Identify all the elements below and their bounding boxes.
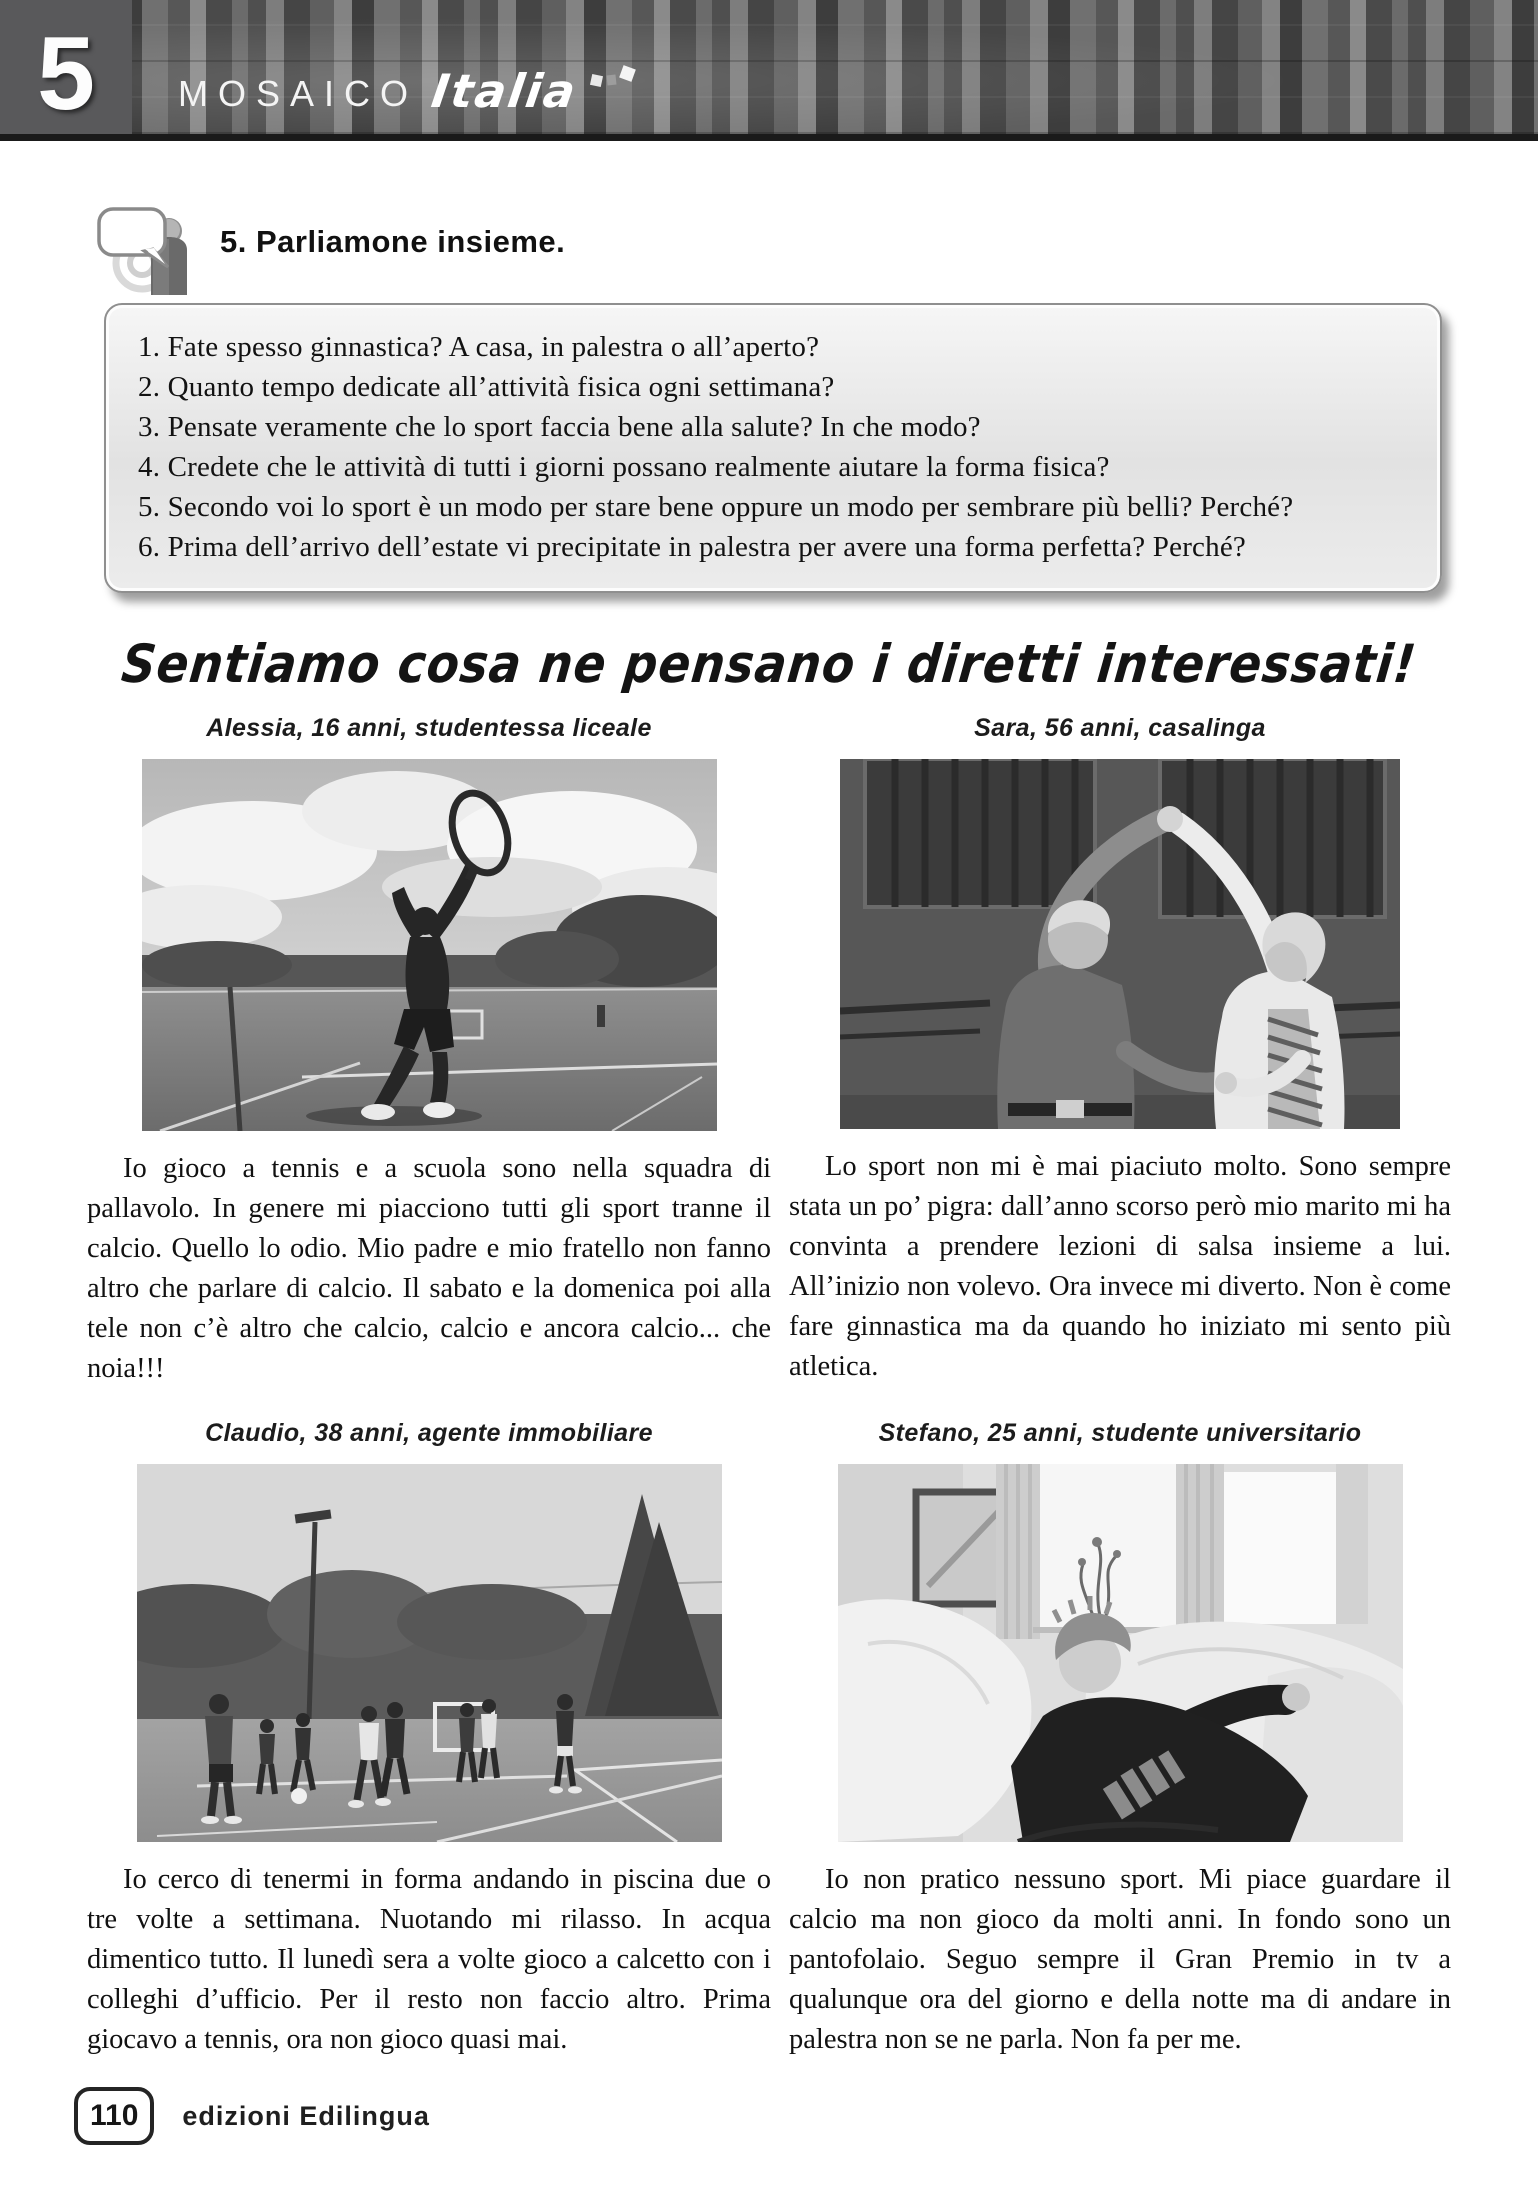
- profile-claudio: [87, 1419, 771, 2060]
- profile-alessia: [87, 714, 771, 1389]
- profiles-grid: [87, 714, 1451, 2060]
- page-number: 110: [74, 2087, 154, 2145]
- mosaic-tiles-icon: [591, 75, 634, 112]
- profile-caption: Sara, 56 anni, casalinga: [974, 714, 1266, 742]
- questions-box: [104, 303, 1442, 593]
- brand-italia-text: Italia: [428, 63, 581, 118]
- profile-text: Io cerco di tenermi in forma andando in piscina due o tre volte a settimana. Nuotando mi rilasso. In acqua dimentico tutto. Il lunedì sera a volte gioco a calcetto con i colleghi d’ufficio. Per il resto non faccio altro. Prima giocavo a tennis, ora non gioco quasi mai.: [87, 1864, 771, 2055]
- profile-stefano: [789, 1419, 1451, 2060]
- question-item: 6. Prima dell’arrivo dell’estate vi precipitate in palestra per avere una forma perfetta? Perché?: [138, 531, 1246, 563]
- question-item: 1. Fate spesso ginnastica? A casa, in palestra o all’aperto?: [138, 331, 820, 363]
- profile-sara: [789, 714, 1451, 1389]
- profile-caption: Stefano, 25 anni, studente universitario: [878, 1419, 1362, 1447]
- tennis-photo-illustration: [142, 759, 717, 1131]
- page-footer: [74, 2087, 430, 2145]
- question-item: 3. Pensate veramente che lo sport faccia bene alla salute? In che modo?: [138, 411, 981, 443]
- activity-head: [96, 205, 1538, 297]
- sofa-photo-illustration: [838, 1464, 1403, 1842]
- lying-on-sofa-photo: [838, 1464, 1403, 1842]
- activity-title: 5. Parliamone insieme.: [220, 224, 566, 259]
- dancing-photo-illustration: [840, 759, 1400, 1129]
- five-a-side-football-photo: [137, 1464, 722, 1842]
- speech-bubble-person-icon: [96, 205, 208, 297]
- salsa-dancing-couple-photo: [840, 759, 1400, 1129]
- chapter-number: 5: [37, 16, 95, 132]
- question-item: 4. Credete che le attività di tutti i giorni possano realmente aiutare la forma fisica?: [138, 451, 1110, 483]
- page-header: [0, 0, 1538, 141]
- section-title: Sentiamo cosa ne pensano i diretti interessati!: [118, 633, 1420, 696]
- profile-text: Io non pratico nessuno sport. Mi piace guardare il calcio ma non gioco da molti anni. In fondo sono un pantofolaio. Seguo sempre il Gran Premio in tv a qualunque ora del giorno e della notte ma di andare in palestra non se ne parla. Non fa per me.: [789, 1864, 1451, 2055]
- profile-text: Io gioco a tennis e a scuola sono nella squadra di pallavolo. In genere mi piacciono tutti gli sport tranne il calcio. Quello lo odio. Mio padre e mio fratello non fanno altro che parlare di calcio. Il sabato e la domenica poi alla tele non c’è altro che calcio, calcio e ancora calcio... che noia!!!: [87, 1153, 771, 1384]
- profile-text: Lo sport non mi è mai piaciuto molto. Sono sempre stata un po’ pigra: dall’anno scorso però mio marito mi ha convinta a prendere lezioni di salsa insieme a lui. All’inizio non volevo. Ora invece mi diverto. Non è come fare ginnastica ma da quando ho iniziato mi sento più atletica.: [789, 1151, 1451, 1382]
- section-title-wrap: [0, 633, 1538, 696]
- publisher-name: edizioni Edilingua: [182, 2100, 430, 2131]
- tennis-serve-photo: [142, 759, 717, 1131]
- chapter-number-block: [0, 0, 132, 134]
- football-photo-illustration: [137, 1464, 722, 1842]
- brand-mosaico-text: MOSAICO: [178, 73, 419, 114]
- question-item: 5. Secondo voi lo sport è un modo per stare bene oppure un modo per sembrare più belli? Perché?: [138, 491, 1294, 523]
- question-item: 2. Quanto tempo dedicate all’attività fisica ogni settimana?: [138, 371, 835, 403]
- brand-logo: [178, 63, 634, 118]
- profile-caption: Claudio, 38 anni, agente immobiliare: [205, 1419, 653, 1447]
- profile-caption: Alessia, 16 anni, studentessa liceale: [206, 714, 652, 742]
- activity-section: [0, 205, 1538, 593]
